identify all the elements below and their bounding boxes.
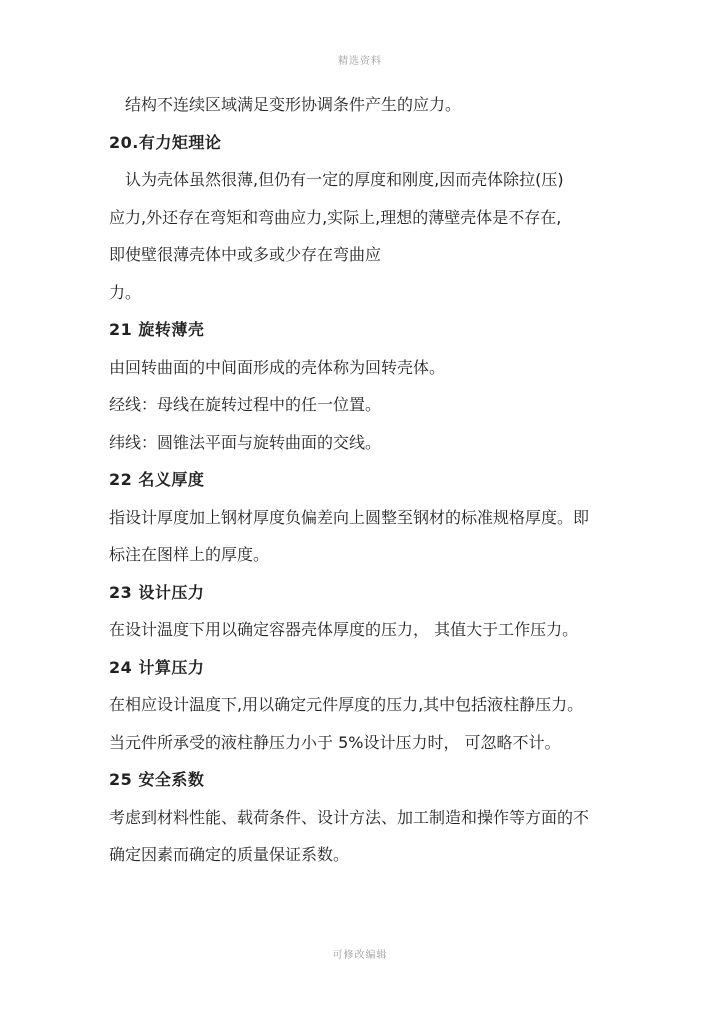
paragraph-line: 结构不连续区域满足变形协调条件产生的应力。 bbox=[125, 95, 462, 114]
page-footer: 可修改编辑 bbox=[332, 950, 388, 961]
paragraph-line: 力。 bbox=[109, 282, 142, 302]
paragraph-line: 考虑到材料性能、载荷条件、设计方法、加工制造和操作等方面的不 bbox=[109, 807, 590, 827]
paragraph-line: 应力,外还存在弯矩和弯曲应力,实际上,理想的薄壁壳体是不存在, bbox=[109, 207, 562, 227]
section-heading: 21 旋转薄壳 bbox=[109, 320, 205, 339]
paragraph-line: 由回转曲面的中间面形成的壳体称为回转壳体。 bbox=[109, 357, 446, 377]
section-heading: 24 计算压力 bbox=[109, 657, 205, 677]
paragraph-line: 经线：母线在旋转过程中的任一位置。 bbox=[109, 395, 382, 414]
section-heading: 23 设计压力 bbox=[109, 582, 205, 602]
section-heading: 22 名义厚度 bbox=[109, 470, 205, 489]
section-heading: 20.有力矩理论 bbox=[109, 132, 222, 152]
paragraph-line: 在设计温度下用以确定容器壳体厚度的压力， 其值大于工作压力。 bbox=[109, 620, 579, 639]
paragraph-line: 在相应设计温度下,用以确定元件厚度的压力,其中包括液柱静压力。 bbox=[109, 695, 584, 714]
section-heading: 25 安全系数 bbox=[109, 770, 205, 789]
paragraph-line: 确定因素而确定的质量保证系数。 bbox=[109, 845, 350, 864]
paragraph-line: 纬线：圆锥法平面与旋转曲面的交线。 bbox=[109, 432, 382, 452]
document-body bbox=[109, 92, 619, 880]
paragraph-line: 标注在图样上的厚度。 bbox=[109, 545, 270, 564]
page-header: 精选资料 bbox=[338, 56, 382, 67]
paragraph-line: 指设计厚度加上钢材厚度负偏差向上圆整至钢材的标准规格厚度。即 bbox=[109, 507, 590, 527]
paragraph-line: 当元件所承受的液柱静压力小于 5%设计压力时， 可忽略不计。 bbox=[109, 732, 561, 752]
paragraph-line: 认为壳体虽然很薄,但仍有一定的厚度和刚度,因而壳体除拉(压) bbox=[125, 170, 564, 189]
paragraph-line: 即使壁很薄壳体中或多或少存在弯曲应 bbox=[109, 245, 382, 264]
